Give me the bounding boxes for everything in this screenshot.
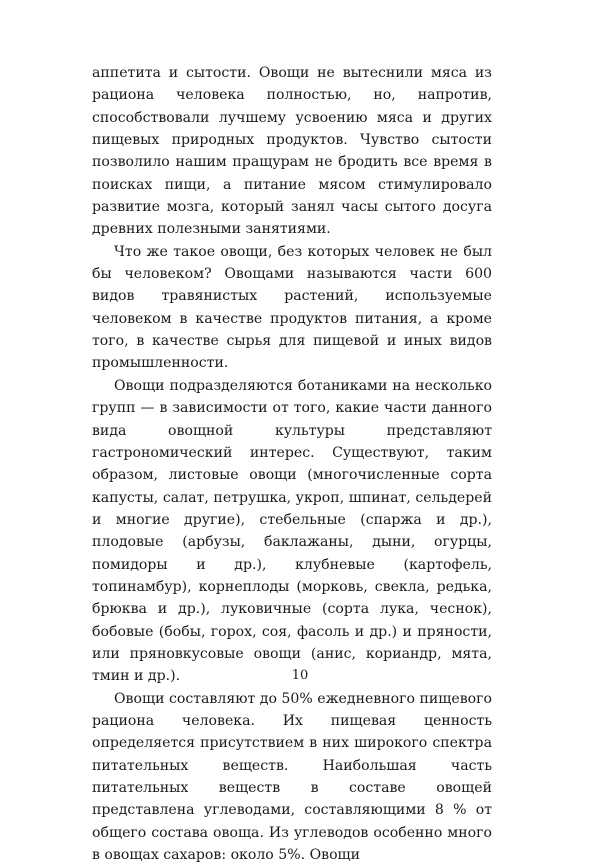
page-number: 10 <box>291 668 309 683</box>
paragraph-2: Что же такое овощи, без которых человек не был бы человеком? Овощами называются части 600 видов травянистых растений, используемые человеком в качестве продуктов питания, а кроме того, в качестве сырья для пищевой и иных видов промышленности. <box>92 243 492 372</box>
paragraph-1: аппетита и сытости. Овощи не вытеснили мяса из рациона человека полностью, но, напротив, способствовали лучшему усвоению мяса и других пищевых природных продуктов. Чувство сытости позволило нашим пращурам не бродить все время в поисках пищи, а питание мясом стимулировало развитие мозга, который занял часы сытого досуга древних полезными занятиями. <box>92 65 492 238</box>
paragraph-4: Овощи составляют до 50% ежедневного пищевого рациона человека. Их пищевая ценность определяется присутствием в них широкого спектра питательных веществ. Наибольшая часть питательных веществ в составе овощей представлена углеводами, составляющими 8 % от общего состава овоща. Из углеводов особенно много в овощах сахаров: около 5%. Овощи <box>92 690 492 864</box>
body-text <box>92 62 492 866</box>
paragraph-3: Овощи подразделяются ботаниками на несколько групп — в зависимости от того, какие части данного вида овощной культуры представляют гастрономический интерес. Существуют, таким образом, листовые овощи (многочисленные сорта капусты, салат, петрушка, укроп, шпинат, сельдерей и многие другие), стебельные (спаржа и др.), плодовые (арбузы, баклажаны, дыни, огурцы, помидоры и др.), клубневые (картофель, топинамбур), корнеплоды (морковь, свекла, редька, брюква и др.), луковичные (сорта лука, чеснок), бобовые (бобы, горох, соя, фасоль и др.) и пряности, или пряновкусовые овощи (анис, кориандр, мята, тмин и др.). <box>92 377 492 685</box>
